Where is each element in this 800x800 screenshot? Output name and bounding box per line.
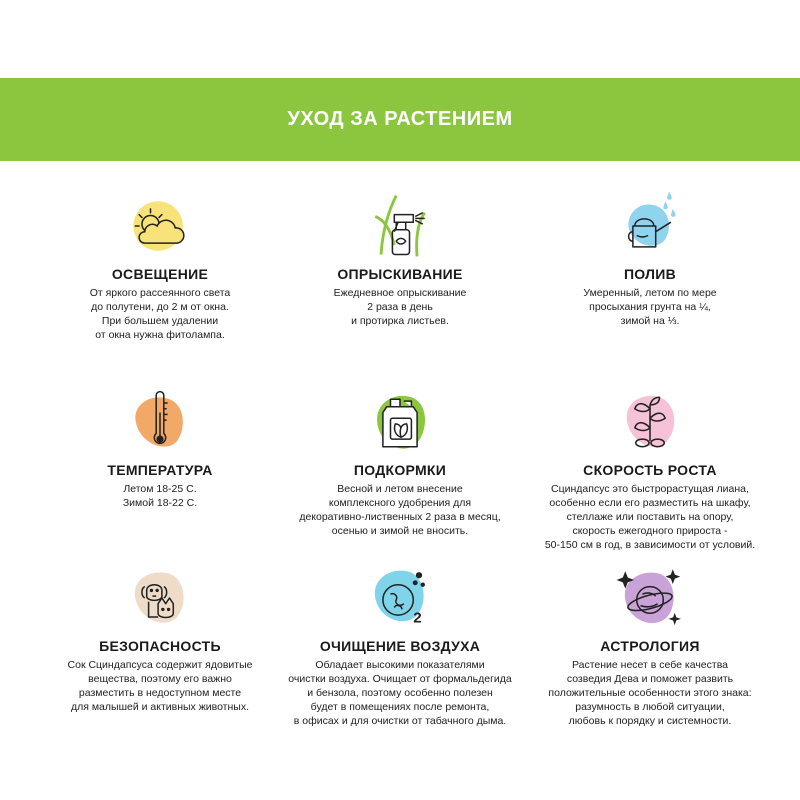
card-text: Сциндапсус это быстрорастущая лиана, особенно если его разместить на шкафу, стеллаже или поставить на опору, скорость ежегодного прироста - 50-150 см в год, в зависимости от условий. [544,483,756,551]
planet-icon [612,560,688,636]
card-title: БЕЗОПАСНОСТЬ [99,638,221,654]
header-banner [0,78,800,161]
card-text: Умеренный, летом по мере просыхания грунта на ¼, зимой на ⅓. [583,287,717,327]
card-title: ПОДКОРМКИ [353,462,447,478]
card-growth [520,384,780,552]
card-text: Обладает высокими показателями очистки воздуха. Очищает от формальдегида и бензола, поэтому особенно полезен будет в помещениях после ремонта, в офисах и для очистки от табачного дыма. [288,659,512,727]
card-temperature [30,384,290,510]
card-title: ОСВЕЩЕНИЕ [111,266,209,282]
card-text: От яркого рассеянного света до полутени, до 2 м от окна. При большем удалении от окна нужна фитолампа. [89,287,231,341]
card-title: СКОРОСТЬ РОСТА [583,462,717,478]
card-title: АСТРОЛОГИЯ [600,638,700,654]
card-air-purification [270,560,530,728]
card-astrology [520,560,780,728]
card-title: ТЕМПЕРАТУРА [107,462,213,478]
thermometer-icon [122,384,198,460]
card-fertilizer [270,384,530,538]
sprout-icon [612,384,688,460]
card-watering [520,188,780,328]
card-title: ОПРЫСКИВАНИЕ [337,266,463,282]
card-title: ПОЛИВ [623,266,677,282]
watering-can-icon [612,188,688,264]
svg-text:2: 2 [413,609,422,627]
card-text: Ежедневное опрыскивание 2 раза в день и протирка листьев. [333,287,467,327]
air-purification-icon [362,560,438,636]
fertilizer-canister-icon [362,384,438,460]
spray-bottle-icon [362,188,438,264]
sun-cloud-icon [122,188,198,264]
card-lighting [30,188,290,342]
card-spraying [270,188,530,328]
pets-icon [122,560,198,636]
card-text: Весной и летом внесение комплексного удобрения для декоративно-лиственных 2 раза в месяц, осенью и зимой не вносить. [299,483,501,537]
card-text: Летом 18-25 С. Зимой 18-22 С. [122,483,198,509]
card-text: Растение несет в себе качества созведия Дева и поможет развить положительные особенности этого знака: разумность в любой ситуации, любовь к порядку и системности. [548,659,752,727]
card-title: ОЧИЩЕНИЕ ВОЗДУХА [319,638,481,654]
card-safety [30,560,290,714]
page-title: УХОД ЗА РАСТЕНИЕМ [287,108,513,130]
card-text: Сок Сциндапсуса содержит ядовитые вещества, поэтому его важно разместить в недоступном месте для малышей и активных животных. [67,659,253,713]
